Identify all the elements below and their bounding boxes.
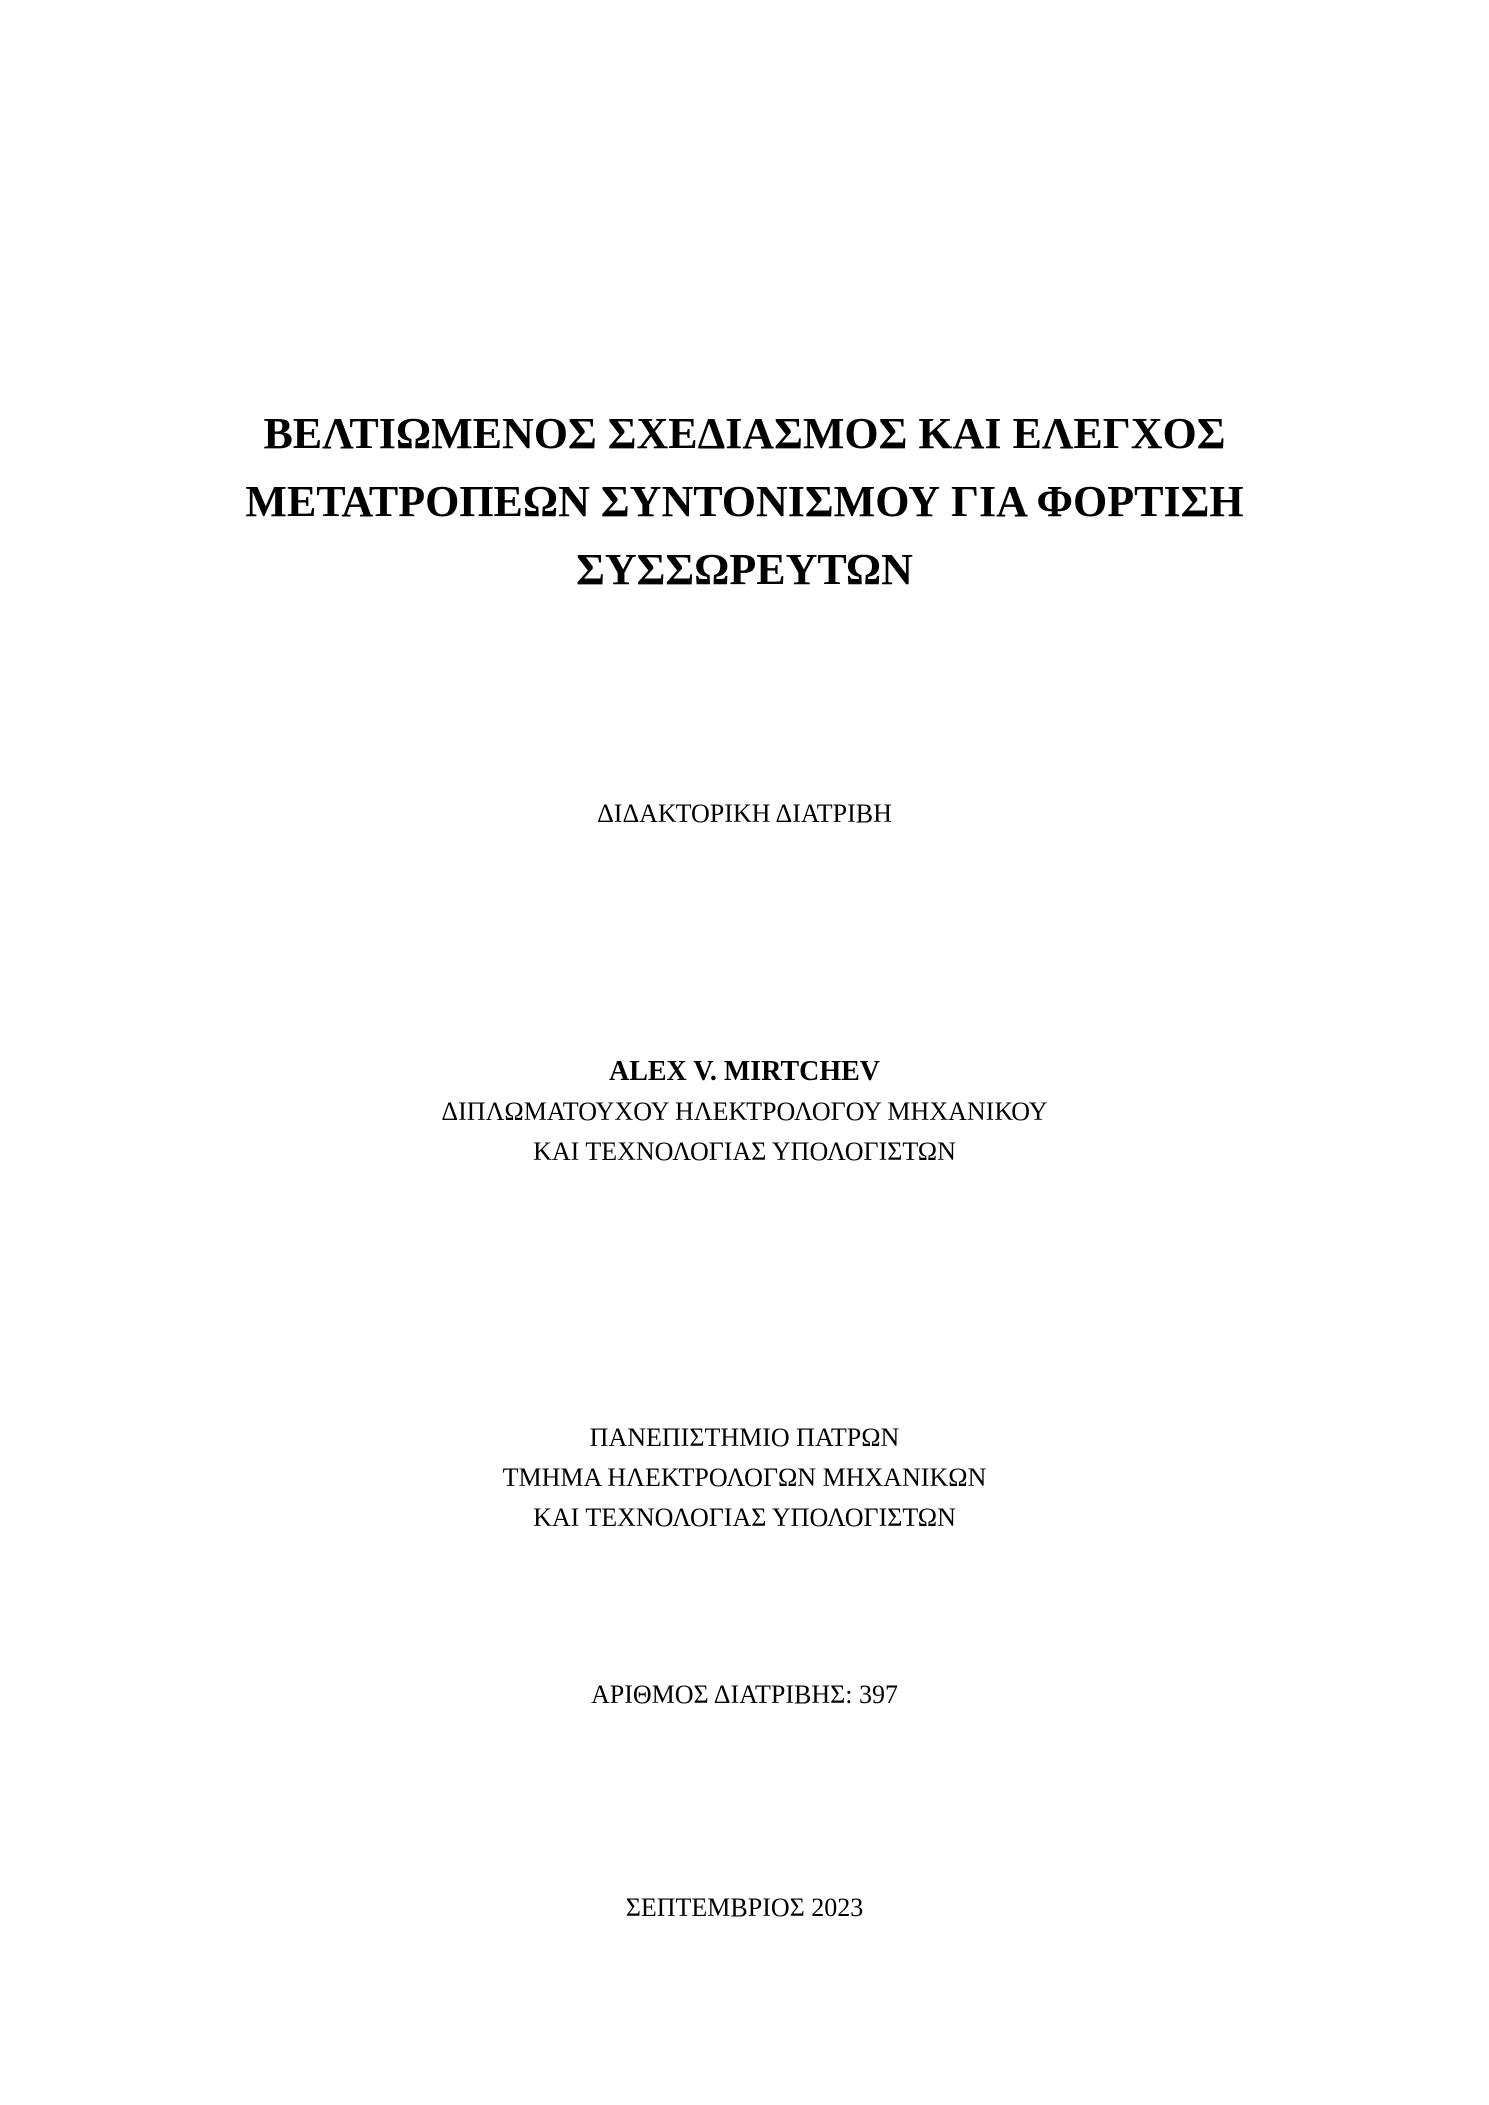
thesis-title-line: ΜΕΤΑΤΡΟΠΕΩΝ ΣΥΝΤΟΝΙΣΜΟΥ ΓΙΑ ΦΟΡΤΙΣΗ: [245, 477, 1244, 526]
document-type: [0, 794, 1489, 834]
author-degree-line: ΔΙΠΛΩΜΑΤΟΥΧΟΥ ΗΛΕΚΤΡΟΛΟΓΟΥ ΜΗΧΑΝΙΚΟΥ: [441, 1097, 1048, 1126]
thesis-title-line: ΣΥΣΣΩΡΕΥΤΩΝ: [576, 545, 913, 594]
institution-block: [0, 1418, 1489, 1538]
thesis-number-label: ΑΡΙΘΜΟΣ ΔΙΑΤΡΙΒΗΣ: 397: [590, 1680, 899, 1709]
thesis-number: [0, 1675, 1489, 1715]
author-block: [0, 1052, 1489, 1172]
document-type-label: ΔΙΔΑΚΤΟΡΙΚΗ ΔΙΑΤΡΙΒΗ: [597, 799, 892, 828]
publication-date-label: ΣΕΠΤΕΜΒΡΙΟΣ 2023: [625, 1893, 864, 1922]
thesis-title-line: ΒΕΛΤΙΩΜΕΝΟΣ ΣΧΕΔΙΑΣΜΟΣ ΚΑΙ ΕΛΕΓΧΟΣ: [263, 409, 1226, 458]
publication-date: [0, 1888, 1489, 1928]
author-degree-line: ΚΑΙ ΤΕΧΝΟΛΟΓΙΑΣ ΥΠΟΛΟΓΙΣΤΩΝ: [533, 1137, 956, 1166]
department-line: ΚΑΙ ΤΕΧΝΟΛΟΓΙΑΣ ΥΠΟΛΟΓΙΣΤΩΝ: [533, 1503, 956, 1532]
author-name: ALEX V. MIRTCHEV: [608, 1056, 881, 1087]
university-name: ΠΑΝΕΠΙΣΤΗΜΙΟ ΠΑΤΡΩΝ: [589, 1423, 900, 1452]
department-line: ΤΜΗΜΑ ΗΛΕΚΤΡΟΛΟΓΩΝ ΜΗΧΑΝΙΚΩΝ: [502, 1463, 987, 1492]
thesis-title: [0, 400, 1489, 604]
